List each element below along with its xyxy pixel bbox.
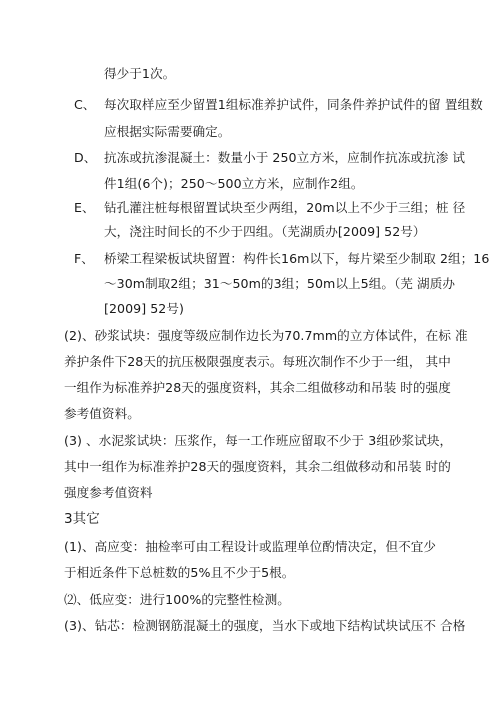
- text-line: [2009] 52号): [104, 301, 184, 316]
- text-line: 应根据实际需要确定。: [104, 124, 231, 139]
- text-line: 强度参考值资料: [64, 485, 153, 500]
- text-line: 参考值资料。: [64, 406, 140, 421]
- item-marker-d: D、: [74, 150, 97, 165]
- text-line: 一组作为标准养护28天的强度资料，其余二组做移动和吊装 时的强度: [64, 380, 451, 395]
- text-line: 每次取样应至少留置1组标准养护试件，同条件养护试件的留 置组数: [104, 97, 483, 112]
- text-line: 养护条件下28天的抗压极限强度表示。每班次制作不少于一组， 其中: [64, 354, 451, 369]
- text-line: 件1组(6个)；250～500立方米，应制作2组。: [104, 176, 364, 191]
- text-line: ～30m制取2组；31～50m的3组；50m以上5组。（芜 湖质办: [104, 276, 455, 291]
- item-marker-e: E、: [74, 200, 95, 215]
- text-line: 于相近条件下总桩数的5%且不少于5根。: [64, 565, 295, 580]
- item-marker-f: F、: [74, 251, 94, 266]
- text-line: (2)、砂浆试块：强度等级应制作边长为70.7mm的立方体试件，在标 准: [64, 328, 468, 343]
- text-line: ⑵、低应变：进行100%的完整性检测。: [64, 592, 290, 607]
- text-line: 桥梁工程梁板试块留置：构件长16m以下，每片梁至少制取 2组；16: [104, 251, 490, 266]
- text-line: (1)、高应变：抽检率可由工程设计或监理单位酌情决定，但不宜少: [64, 539, 437, 554]
- text-line: (3) 、水泥浆试块：压浆作，每一工作班应留取不少于 3组砂浆试块，: [64, 433, 453, 448]
- text-line: 钻孔灌注桩每根留置试块至少两组，20m以上不少于三组；桩 径: [104, 200, 466, 215]
- text-line: 得少于1次。: [104, 66, 176, 81]
- text-line: 大，浇注时间长的不少于四组。（芜湖质办[2009] 52号）: [104, 224, 426, 239]
- text-line: 抗冻或抗渗混凝土：数量小于 250立方米，应制作抗冻或抗渗 试: [104, 150, 466, 165]
- text-line: (3)、钻芯：检测钢筋混凝土的强度，当水下或地下结构试块试压不 合格: [64, 618, 466, 633]
- item-marker-c: C、: [74, 97, 96, 112]
- section-heading: 3其它: [64, 511, 100, 527]
- text-line: 其中一组作为标准养护28天的强度资料，其余二组做移动和吊装 时的: [64, 459, 451, 474]
